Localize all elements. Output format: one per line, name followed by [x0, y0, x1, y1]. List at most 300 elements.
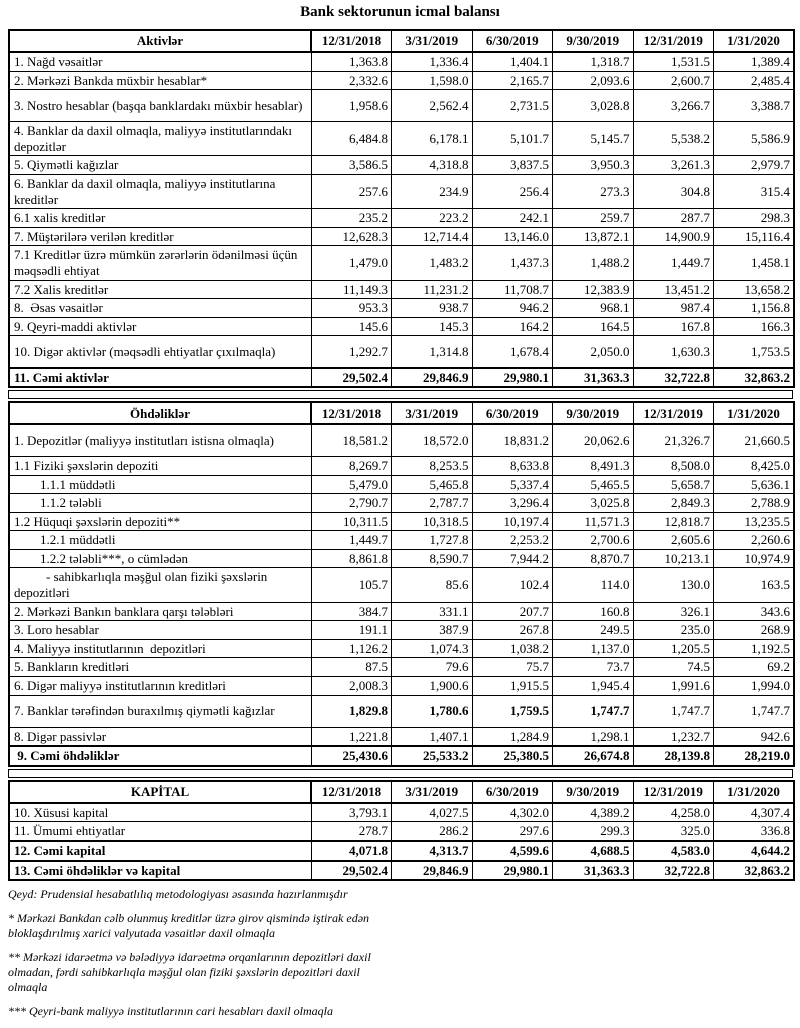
cell-value: 12,383.9 — [553, 280, 634, 299]
header-row — [9, 30, 794, 52]
cell-value: 31,363.3 — [553, 861, 634, 881]
row-label: 3. Loro hesablar — [9, 621, 311, 640]
cell-value: 11,149.3 — [311, 280, 392, 299]
cell-value: 1,137.0 — [553, 639, 634, 658]
cell-value: 3,025.8 — [553, 494, 634, 513]
cell-value: 387.9 — [392, 621, 473, 640]
row-label: 7.1 Kreditlər üzrə mümkün zərərlərin ödənilməsi üçün məqsədli ehtiyat — [9, 246, 311, 280]
row-label: 9. Qeyri-maddi aktivlər — [9, 317, 311, 336]
cell-value: 2,253.2 — [472, 531, 553, 550]
row-label: 1.2.1 müddətli — [9, 531, 311, 550]
cell-value: 1,747.7 — [633, 695, 714, 727]
cell-value: 145.6 — [311, 317, 392, 336]
cell-value: 166.3 — [714, 317, 795, 336]
cell-value: 1,958.6 — [311, 90, 392, 122]
cell-value: 1,488.2 — [553, 246, 634, 280]
cell-value: 1,126.2 — [311, 639, 392, 658]
cell-value: 87.5 — [311, 658, 392, 677]
cell-value: 384.7 — [311, 602, 392, 621]
cell-value: 13,235.5 — [714, 512, 795, 531]
cell-value: 1,458.1 — [714, 246, 795, 280]
cell-value: 1,747.7 — [553, 695, 634, 727]
cell-value: 12,714.4 — [392, 227, 473, 246]
cell-value: 4,599.6 — [472, 841, 553, 861]
cell-value: 20,062.6 — [553, 424, 634, 456]
header-row — [9, 781, 794, 803]
cell-value: 1,678.4 — [472, 336, 553, 368]
table-row — [9, 822, 794, 841]
cell-value: 29,980.1 — [472, 861, 553, 881]
table-row — [9, 71, 794, 90]
cell-value: 12,818.7 — [633, 512, 714, 531]
cell-value: 1,598.0 — [392, 71, 473, 90]
cell-value: 2,849.3 — [633, 494, 714, 513]
cell-value: 257.6 — [311, 174, 392, 208]
cell-value: 2,485.4 — [714, 71, 795, 90]
cell-value: 3,266.7 — [633, 90, 714, 122]
cell-value: 273.3 — [553, 174, 634, 208]
table-row — [9, 803, 794, 822]
cell-value: 5,658.7 — [633, 475, 714, 494]
cell-value: 1,994.0 — [714, 677, 795, 696]
cell-value: 1,479.0 — [311, 246, 392, 280]
cell-value: 164.5 — [553, 317, 634, 336]
cell-value: 11,571.3 — [553, 512, 634, 531]
footnotes — [8, 887, 393, 1019]
cell-value: 32,722.8 — [633, 861, 714, 881]
column-header-date: 1/31/2020 — [714, 781, 795, 803]
table-row — [9, 122, 794, 156]
row-label: 7. Müştərilərə verilən kreditlər — [9, 227, 311, 246]
cell-value: 2,600.7 — [633, 71, 714, 90]
cell-value: 25,533.2 — [392, 746, 473, 766]
column-header-date: 6/30/2019 — [472, 781, 553, 803]
row-label: 2. Mərkəzi Bankda müxbir hesablar* — [9, 71, 311, 90]
column-header-date: 12/31/2019 — [633, 30, 714, 52]
cell-value: 1,318.7 — [553, 52, 634, 71]
cell-value: 5,337.4 — [472, 475, 553, 494]
cell-value: 32,722.8 — [633, 368, 714, 388]
cell-value: 946.2 — [472, 299, 553, 318]
cell-value: 1,156.8 — [714, 299, 795, 318]
cell-value: 1,449.7 — [633, 246, 714, 280]
cell-value: 1,298.1 — [553, 727, 634, 746]
balance-tables-container — [0, 29, 800, 881]
cell-value: 4,688.5 — [553, 841, 634, 861]
cell-value: 28,139.8 — [633, 746, 714, 766]
cell-value: 299.3 — [553, 822, 634, 841]
cell-value: 12,628.3 — [311, 227, 392, 246]
cell-value: 7,944.2 — [472, 549, 553, 568]
footnote-note: Qeyd: Prudensial hesabatlılıq metodologiyası əsasında hazırlanmışdır — [8, 887, 348, 902]
cell-value: 79.6 — [392, 658, 473, 677]
cell-value: 160.8 — [553, 602, 634, 621]
row-label: 1.2.2 tələbli***, o cümlədən — [9, 549, 311, 568]
cell-value: 5,636.1 — [714, 475, 795, 494]
cell-value: 326.1 — [633, 602, 714, 621]
cell-value: 5,101.7 — [472, 122, 553, 156]
cell-value: 3,261.3 — [633, 156, 714, 175]
cell-value: 325.0 — [633, 822, 714, 841]
cell-value: 28,219.0 — [714, 746, 795, 766]
cell-value: 10,213.1 — [633, 549, 714, 568]
cell-value: 2,332.6 — [311, 71, 392, 90]
column-header-date: 12/31/2018 — [311, 781, 392, 803]
table-row — [9, 841, 794, 861]
cell-value: 85.6 — [392, 568, 473, 602]
cell-value: 74.5 — [633, 658, 714, 677]
cell-value: 6,484.8 — [311, 122, 392, 156]
page-title: Bank sektorunun icmal balansı — [300, 4, 500, 20]
cell-value: 1,232.7 — [633, 727, 714, 746]
section-header: Aktivlər — [9, 30, 311, 52]
cell-value: 2,731.5 — [472, 90, 553, 122]
cell-value: 10,197.4 — [472, 512, 553, 531]
cell-value: 223.2 — [392, 209, 473, 228]
row-label: 6.1 xalis kreditlər — [9, 209, 311, 228]
cell-value: 29,502.4 — [311, 368, 392, 388]
table-row — [9, 639, 794, 658]
table-row — [9, 209, 794, 228]
column-header-date: 3/31/2019 — [392, 30, 473, 52]
cell-value: 145.3 — [392, 317, 473, 336]
cell-value: 13,146.0 — [472, 227, 553, 246]
table-row — [9, 861, 794, 881]
cell-value: 1,753.5 — [714, 336, 795, 368]
row-label: 5. Bankların kreditləri — [9, 658, 311, 677]
row-label: 12. Cəmi kapital — [9, 841, 311, 861]
cell-value: 2,788.9 — [714, 494, 795, 513]
row-label: 7.2 Xalis kreditlər — [9, 280, 311, 299]
cell-value: 1,780.6 — [392, 695, 473, 727]
table-row — [9, 727, 794, 746]
cell-value: 2,165.7 — [472, 71, 553, 90]
cell-value: 2,562.4 — [392, 90, 473, 122]
cell-value: 8,269.7 — [311, 456, 392, 475]
cell-value: 1,284.9 — [472, 727, 553, 746]
cell-value: 8,253.5 — [392, 456, 473, 475]
table-row — [9, 456, 794, 475]
cell-value: 249.5 — [553, 621, 634, 640]
table-row — [9, 227, 794, 246]
cell-value: 32,863.2 — [714, 368, 795, 388]
column-header-date: 12/31/2018 — [311, 30, 392, 52]
cell-value: 207.7 — [472, 602, 553, 621]
section-header: KAPİTAL — [9, 781, 311, 803]
cell-value: 938.7 — [392, 299, 473, 318]
cell-value: 235.0 — [633, 621, 714, 640]
row-label: 10. Xüsusi kapital — [9, 803, 311, 822]
row-label: 1.1.1 müddətli — [9, 475, 311, 494]
cell-value: 14,900.9 — [633, 227, 714, 246]
cell-value: 130.0 — [633, 568, 714, 602]
cell-value: 5,479.0 — [311, 475, 392, 494]
table-row — [9, 174, 794, 208]
cell-value: 4,583.0 — [633, 841, 714, 861]
cell-value: 8,491.3 — [553, 456, 634, 475]
cell-value: 1,437.3 — [472, 246, 553, 280]
cell-value: 8,508.0 — [633, 456, 714, 475]
table-row — [9, 621, 794, 640]
cell-value: 268.9 — [714, 621, 795, 640]
cell-value: 1,407.1 — [392, 727, 473, 746]
table-row — [9, 299, 794, 318]
cell-value: 1,389.4 — [714, 52, 795, 71]
cell-value: 10,311.5 — [311, 512, 392, 531]
table-row — [9, 280, 794, 299]
cell-value: 1,727.8 — [392, 531, 473, 550]
table-row — [9, 475, 794, 494]
cell-value: 31,363.3 — [553, 368, 634, 388]
cell-value: 1,449.7 — [311, 531, 392, 550]
cell-value: 8,861.8 — [311, 549, 392, 568]
table-row — [9, 246, 794, 280]
cell-value: 3,296.4 — [472, 494, 553, 513]
row-label: 10. Digər aktivlər (məqsədli ehtiyatlar çıxılmaqla) — [9, 336, 311, 368]
cell-value: 167.8 — [633, 317, 714, 336]
cell-value: 3,793.1 — [311, 803, 392, 822]
row-label: 6. Digər maliyyə institutlarının kreditləri — [9, 677, 311, 696]
cell-value: 8,870.7 — [553, 549, 634, 568]
cell-value: 1,945.4 — [553, 677, 634, 696]
cell-value: 26,674.8 — [553, 746, 634, 766]
cell-value: 1,074.3 — [392, 639, 473, 658]
table-row — [9, 368, 794, 388]
cell-value: 29,502.4 — [311, 861, 392, 881]
row-label: 4. Banklar da daxil olmaqla, maliyyə institutlarındakı depozitlər — [9, 122, 311, 156]
row-label: 6. Banklar da daxil olmaqla, maliyyə institutlarına kreditlər — [9, 174, 311, 208]
table-row — [9, 677, 794, 696]
row-label: 3. Nostro hesablar (başqa banklardakı müxbir hesablar) — [9, 90, 311, 122]
row-label: 1.1 Fiziki şəxslərin depoziti — [9, 456, 311, 475]
cell-value: 11,708.7 — [472, 280, 553, 299]
balance-table-section-1 — [8, 401, 795, 766]
cell-value: 1,192.5 — [714, 639, 795, 658]
cell-value: 1,363.8 — [311, 52, 392, 71]
column-header-date: 12/31/2019 — [633, 781, 714, 803]
cell-value: 259.7 — [553, 209, 634, 228]
cell-value: 102.4 — [472, 568, 553, 602]
cell-value: 287.7 — [633, 209, 714, 228]
footnote-star-3: *** Qeyri-bank maliyyə institutlarının cari hesabları daxil olmaqla — [8, 1004, 333, 1019]
row-label: 11. Cəmi aktivlər — [9, 368, 311, 388]
cell-value: 2,787.7 — [392, 494, 473, 513]
cell-value: 2,008.3 — [311, 677, 392, 696]
cell-value: 298.3 — [714, 209, 795, 228]
cell-value: 18,581.2 — [311, 424, 392, 456]
column-header-date: 9/30/2019 — [553, 30, 634, 52]
cell-value: 4,307.4 — [714, 803, 795, 822]
table-row — [9, 52, 794, 71]
cell-value: 21,660.5 — [714, 424, 795, 456]
cell-value: 1,829.8 — [311, 695, 392, 727]
cell-value: 25,430.6 — [311, 746, 392, 766]
table-row — [9, 424, 794, 456]
cell-value: 10,974.9 — [714, 549, 795, 568]
row-label: 1.2 Hüquqi şəxslərin depoziti** — [9, 512, 311, 531]
cell-value: 6,178.1 — [392, 122, 473, 156]
cell-value: 1,336.4 — [392, 52, 473, 71]
table-row — [9, 317, 794, 336]
footnote-star-2: ** Mərkəzi idarəetmə və bələdiyyə idarəetmə orqanlarının depozitləri daxil olmadan, fərdi sahibkarlıqla məşğul olan fiziki şəxslərin depozitləri daxil olmaqla — [8, 950, 371, 995]
cell-value: 8,425.0 — [714, 456, 795, 475]
cell-value: 1,630.3 — [633, 336, 714, 368]
column-header-date: 9/30/2019 — [553, 402, 634, 424]
cell-value: 1,991.6 — [633, 677, 714, 696]
cell-value: 2,605.6 — [633, 531, 714, 550]
cell-value: 13,872.1 — [553, 227, 634, 246]
cell-value: 4,027.5 — [392, 803, 473, 822]
cell-value: 5,538.2 — [633, 122, 714, 156]
table-row — [9, 531, 794, 550]
cell-value: 15,116.4 — [714, 227, 795, 246]
cell-value: 343.6 — [714, 602, 795, 621]
row-label: 7. Banklar tərəfindən buraxılmış qiymətli kağızlar — [9, 695, 311, 727]
cell-value: 304.8 — [633, 174, 714, 208]
cell-value: 105.7 — [311, 568, 392, 602]
cell-value: 4,644.2 — [714, 841, 795, 861]
cell-value: 5,145.7 — [553, 122, 634, 156]
cell-value: 1,314.8 — [392, 336, 473, 368]
cell-value: 953.3 — [311, 299, 392, 318]
cell-value: 234.9 — [392, 174, 473, 208]
cell-value: 29,980.1 — [472, 368, 553, 388]
row-label: 5. Qiymətli kağızlar — [9, 156, 311, 175]
column-header-date: 6/30/2019 — [472, 402, 553, 424]
cell-value: 3,586.5 — [311, 156, 392, 175]
table-row — [9, 494, 794, 513]
cell-value: 1,205.5 — [633, 639, 714, 658]
balance-table-section-0 — [8, 29, 795, 388]
table-row — [9, 512, 794, 531]
cell-value: 32,863.2 — [714, 861, 795, 881]
cell-value: 5,586.9 — [714, 122, 795, 156]
cell-value: 2,700.6 — [553, 531, 634, 550]
section-gap-strip — [8, 769, 793, 778]
cell-value: 5,465.8 — [392, 475, 473, 494]
cell-value: 1,759.5 — [472, 695, 553, 727]
cell-value: 4,258.0 — [633, 803, 714, 822]
cell-value: 29,846.9 — [392, 368, 473, 388]
cell-value: 21,326.7 — [633, 424, 714, 456]
cell-value: 297.6 — [472, 822, 553, 841]
cell-value: 315.4 — [714, 174, 795, 208]
cell-value: 3,028.8 — [553, 90, 634, 122]
cell-value: 278.7 — [311, 822, 392, 841]
cell-value: 29,846.9 — [392, 861, 473, 881]
cell-value: 2,050.0 — [553, 336, 634, 368]
cell-value: 267.8 — [472, 621, 553, 640]
cell-value: 1,483.2 — [392, 246, 473, 280]
cell-value: 73.7 — [553, 658, 634, 677]
cell-value: 18,831.2 — [472, 424, 553, 456]
row-label: 4. Maliyyə institutlarının depozitləri — [9, 639, 311, 658]
row-label: 1. Depozitlər (maliyyə institutları istisna olmaqla) — [9, 424, 311, 456]
cell-value: 1,900.6 — [392, 677, 473, 696]
cell-value: 1,915.5 — [472, 677, 553, 696]
cell-value: 25,380.5 — [472, 746, 553, 766]
row-label: 13. Cəmi öhdəliklər və kapital — [9, 861, 311, 881]
table-row — [9, 746, 794, 766]
cell-value: 2,790.7 — [311, 494, 392, 513]
cell-value: 4,071.8 — [311, 841, 392, 861]
column-header-date: 3/31/2019 — [392, 781, 473, 803]
cell-value: 4,389.2 — [553, 803, 634, 822]
cell-value: 18,572.0 — [392, 424, 473, 456]
table-row — [9, 156, 794, 175]
cell-value: 4,318.8 — [392, 156, 473, 175]
cell-value: 2,093.6 — [553, 71, 634, 90]
cell-value: 3,837.5 — [472, 156, 553, 175]
cell-value: 69.2 — [714, 658, 795, 677]
row-label: - sahibkarlıqla məşğul olan fiziki şəxslərin depozitləri — [9, 568, 311, 602]
column-header-date: 12/31/2019 — [633, 402, 714, 424]
column-header-date: 1/31/2020 — [714, 30, 795, 52]
cell-value: 331.1 — [392, 602, 473, 621]
table-row — [9, 602, 794, 621]
row-label: 1.1.2 tələbli — [9, 494, 311, 513]
cell-value: 2,979.7 — [714, 156, 795, 175]
row-label: 8. Digər passivlər — [9, 727, 311, 746]
header-row — [9, 402, 794, 424]
cell-value: 1,531.5 — [633, 52, 714, 71]
row-label: 8. Əsas vəsaitlər — [9, 299, 311, 318]
cell-value: 4,302.0 — [472, 803, 553, 822]
balance-table-section-2 — [8, 780, 795, 881]
cell-value: 3,388.7 — [714, 90, 795, 122]
table-row — [9, 568, 794, 602]
cell-value: 4,313.7 — [392, 841, 473, 861]
cell-value: 336.8 — [714, 822, 795, 841]
row-label: 1. Nağd vəsaitlər — [9, 52, 311, 71]
footnote-star-1: * Mərkəzi Bankdan cəlb olunmuş kreditlər üzrə girov qismində iştirak edən bloklaşdırılmış xarici valyutada vəsaitlər daxil olmaqla — [8, 911, 370, 941]
cell-value: 114.0 — [553, 568, 634, 602]
cell-value: 1,747.7 — [714, 695, 795, 727]
cell-value: 942.6 — [714, 727, 795, 746]
cell-value: 11,231.2 — [392, 280, 473, 299]
cell-value: 75.7 — [472, 658, 553, 677]
cell-value: 164.2 — [472, 317, 553, 336]
row-label: 11. Ümumi ehtiyatlar — [9, 822, 311, 841]
column-header-date: 1/31/2020 — [714, 402, 795, 424]
table-row — [9, 336, 794, 368]
cell-value: 10,318.5 — [392, 512, 473, 531]
column-header-date: 12/31/2018 — [311, 402, 392, 424]
cell-value: 242.1 — [472, 209, 553, 228]
column-header-date: 6/30/2019 — [472, 30, 553, 52]
table-row — [9, 90, 794, 122]
table-row — [9, 549, 794, 568]
cell-value: 256.4 — [472, 174, 553, 208]
section-header: Öhdəliklər — [9, 402, 311, 424]
column-header-date: 9/30/2019 — [553, 781, 634, 803]
cell-value: 2,260.6 — [714, 531, 795, 550]
cell-value: 1,404.1 — [472, 52, 553, 71]
cell-value: 1,292.7 — [311, 336, 392, 368]
cell-value: 13,451.2 — [633, 280, 714, 299]
row-label: 9. Cəmi öhdəliklər — [9, 746, 311, 766]
cell-value: 163.5 — [714, 568, 795, 602]
table-row — [9, 658, 794, 677]
cell-value: 8,633.8 — [472, 456, 553, 475]
cell-value: 987.4 — [633, 299, 714, 318]
cell-value: 1,038.2 — [472, 639, 553, 658]
column-header-date: 3/31/2019 — [392, 402, 473, 424]
cell-value: 3,950.3 — [553, 156, 634, 175]
cell-value: 286.2 — [392, 822, 473, 841]
section-gap-strip — [8, 390, 793, 399]
row-label: 2. Mərkəzi Bankın banklara qarşı tələbləri — [9, 602, 311, 621]
